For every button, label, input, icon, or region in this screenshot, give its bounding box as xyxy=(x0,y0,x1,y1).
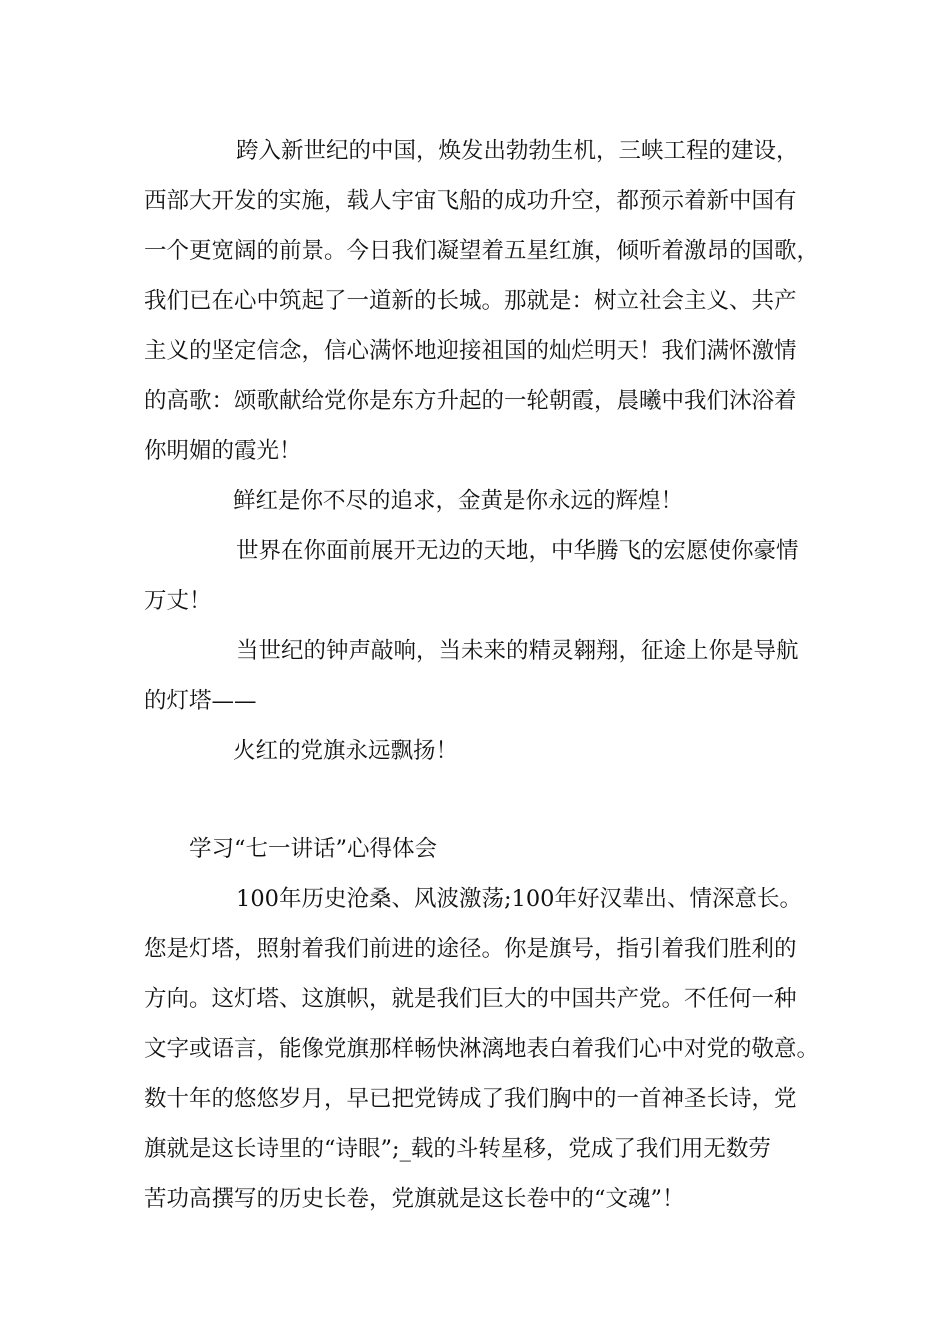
text-line: 旗就是这长诗里的“诗眼”;_载的斗转星移，党成了我们用无数劳 xyxy=(144,1136,771,1162)
text-line: 数十年的悠悠岁月，早已把党铸成了我们胸中的一首神圣长诗，党 xyxy=(144,1086,797,1112)
text-line: 西部大开发的实施，载人宇宙飞船的成功升空，都预示着新中国有 xyxy=(144,188,797,214)
text-line: 当世纪的钟声敲响，当未来的精灵翱翔，征途上你是导航 xyxy=(236,638,799,664)
text-line: 文字或语言，能像党旗那样畅快淋漓地表白着我们心中对党的敬意。 xyxy=(144,1036,820,1062)
text-line: 火红的党旗永远飘扬！ xyxy=(233,738,459,764)
text-line: 100年历史沧桑、风波激荡;100年好汉辈出、情深意长。 xyxy=(236,886,802,912)
text-line: 的灯塔—— xyxy=(144,688,257,714)
text-line: 世界在你面前展开无边的天地，中华腾飞的宏愿使你豪情 xyxy=(236,538,799,564)
text-line: 一个更宽阔的前景。今日我们凝望着五星红旗，倾听着激昂的国歌， xyxy=(144,238,820,264)
text-line: 我们已在心中筑起了一道新的长城。那就是：树立社会主义、共产 xyxy=(144,288,797,314)
text-line: 您是灯塔，照射着我们前进的途径。你是旗号，指引着我们胜利的 xyxy=(144,936,797,962)
text-line: 苦功高撰写的历史长卷，党旗就是这长卷中的“文魂”！ xyxy=(144,1186,685,1212)
text-line: 鲜红是你不尽的追求，金黄是你永远的辉煌！ xyxy=(233,488,684,514)
text-line: 方向。这灯塔、这旗帜，就是我们巨大的中国共产党。不任何一种 xyxy=(144,986,797,1012)
text-line: 主义的坚定信念，信心满怀地迎接祖国的灿烂明天！我们满怀激情 xyxy=(144,338,797,364)
text-line: 的高歌：颂歌献给党你是东方升起的一轮朝霞，晨曦中我们沐浴着 xyxy=(144,388,797,414)
section-heading: 学习“七一讲话”心得体会 xyxy=(189,836,438,862)
text-line: 你明媚的霞光！ xyxy=(144,438,302,464)
text-line: 万丈！ xyxy=(144,588,212,614)
text-line: 跨入新世纪的中国，焕发出勃勃生机，三峡工程的建设， xyxy=(236,138,799,164)
